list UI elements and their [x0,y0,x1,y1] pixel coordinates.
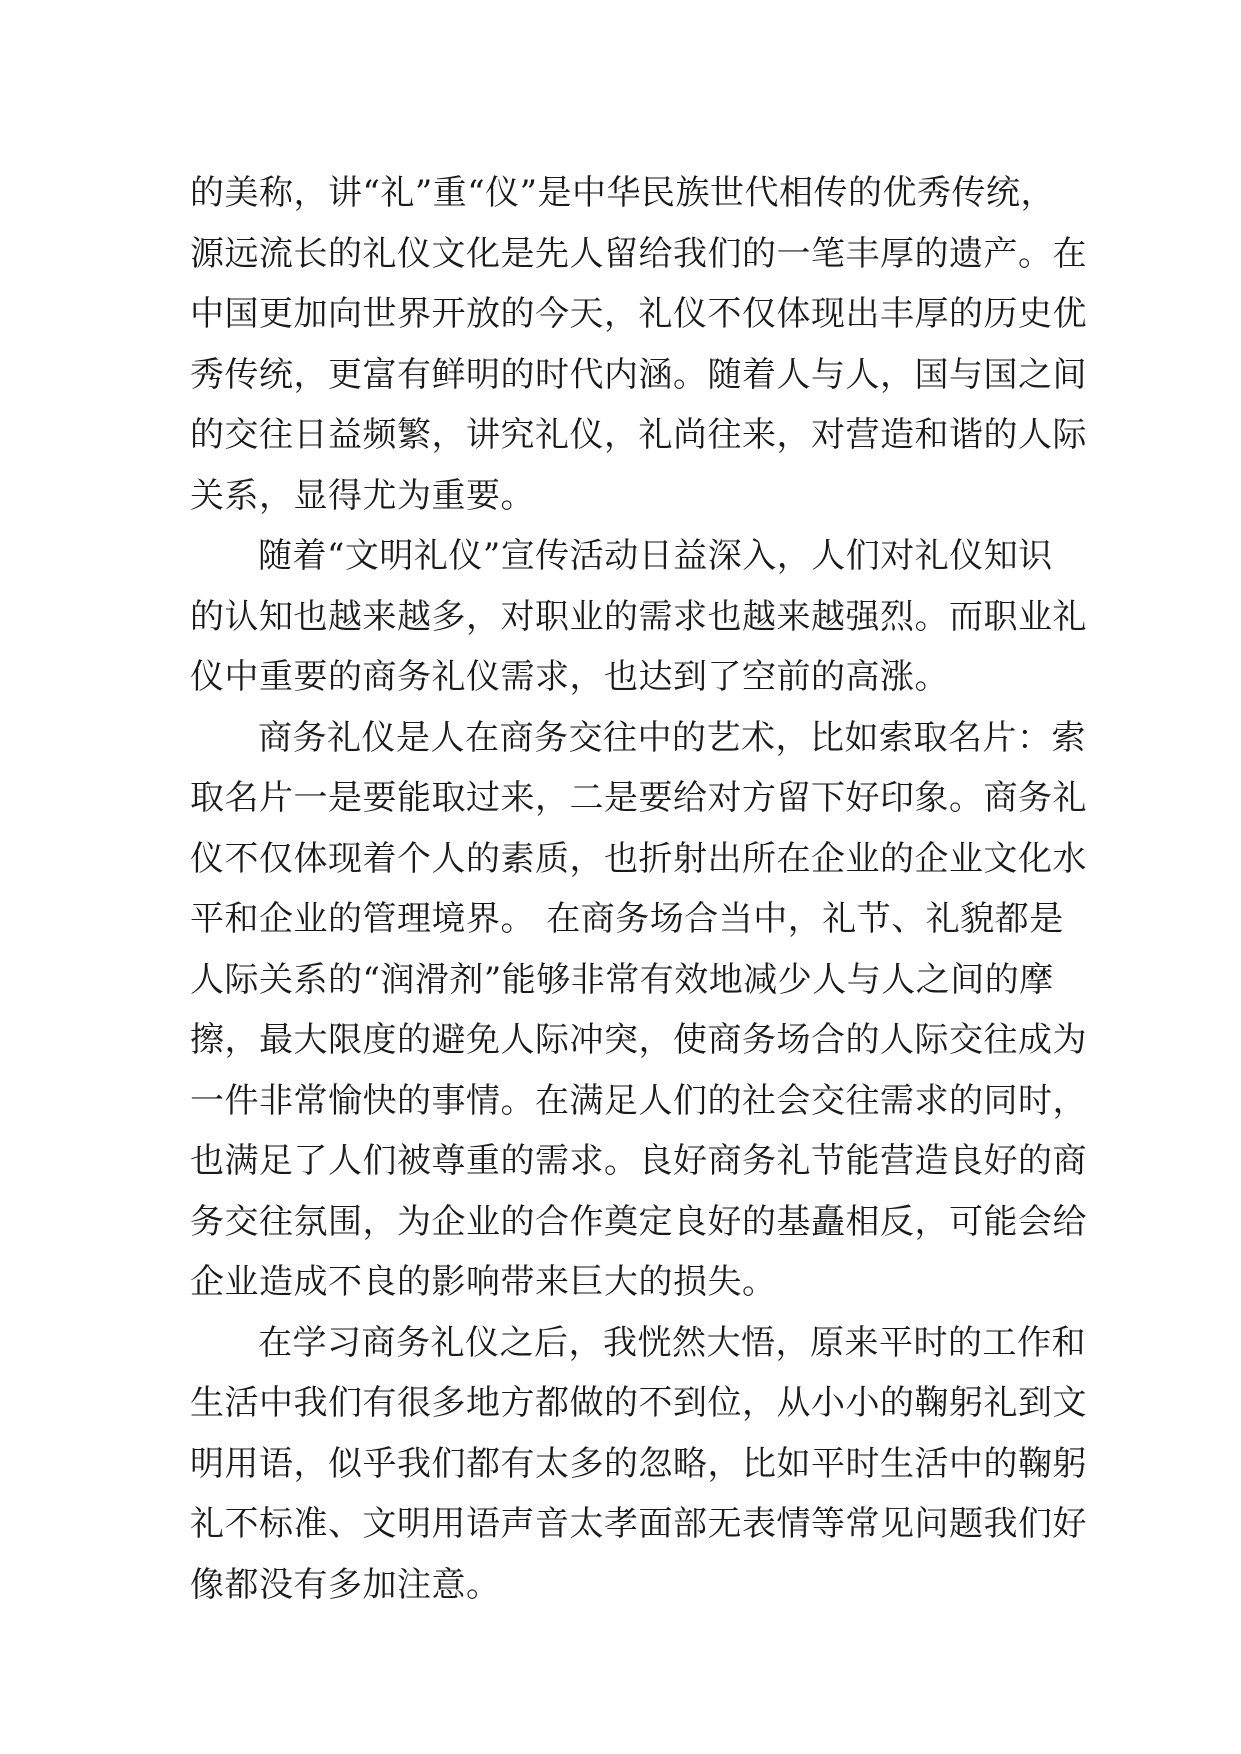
text-line: 的美称，讲“礼”重“仪”是中华民族世代相传的优秀传统， [190,173,1056,213]
text-line: 平和企业的管理境界。 在商务场合当中，礼节、礼貌都是 [190,899,1064,939]
text-line: 人际关系的“润滑剂”能够非常有效地减少人与人之间的摩 [190,959,1054,1000]
paragraph-first-line: 在学习商务礼仪之后，我恍然大悟，原来平时的工作和 [258,1322,1086,1363]
paragraph-first-line: 商务礼仪是人在商务交往中的艺术，比如索取名片：索 [258,717,1086,758]
body-text [190,163,1087,1615]
paragraph-first-line: 随着“文明礼仪”宣传活动日益深入，人们对礼仪知识 [258,536,1053,576]
text-line: 像都没有多加注意。 [190,1564,501,1605]
text-line: 的交往日益频繁，讲究礼仪，礼尚往来，对营造和谐的人际 [190,415,1087,455]
text-line: 务交往氛围，为企业的合作奠定良好的基矗相反，可能会给 [190,1201,1087,1242]
text-line: 明用语，似乎我们都有太多的忽略，比如平时生活中的鞠躬 [190,1443,1087,1484]
text-line: 仪中重要的商务礼仪需求，也达到了空前的高涨。 [190,657,949,697]
text-line: 一件非常愉快的事情。在满足人们的社会交往需求的同时， [190,1080,1087,1121]
text-line: 关系，显得尤为重要。 [190,475,535,516]
text-line: 秀传统，更富有鲜明的时代内涵。随着人与人，国与国之间 [190,354,1087,395]
text-line: 擦，最大限度的避免人际冲突，使商务场合的人际交往成为 [190,1020,1087,1060]
text-line: 生活中我们有很多地方都做的不到位，从小小的鞠躬礼到文 [190,1383,1087,1423]
text-line: 礼不标准、文明用语声音太孝面部无表情等常见问题我们好 [190,1504,1087,1544]
text-line: 企业造成不良的影响带来巨大的损失。 [190,1262,777,1302]
text-line: 源远流长的礼仪文化是先人留给我们的一笔丰厚的遗产。在 [190,233,1087,274]
text-line: 也满足了人们被尊重的需求。良好商务礼节能营造良好的商 [190,1141,1087,1181]
text-line: 仪不仅体现着个人的素质，也折射出所在企业的企业文化水 [190,838,1087,879]
text-line: 取名片一是要能取过来，二是要给对方留下好印象。商务礼 [190,778,1087,818]
text-line: 中国更加向世界开放的今天，礼仪不仅体现出丰厚的历史优 [190,294,1087,334]
text-line: 的认知也越来越多，对职业的需求也越来越强烈。而职业礼 [190,596,1087,637]
